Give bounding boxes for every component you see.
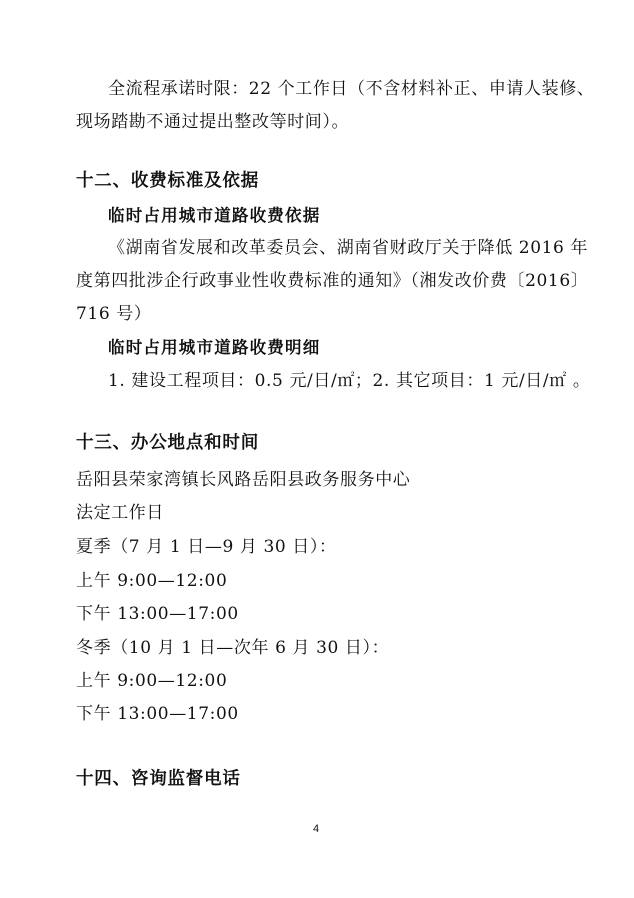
section-14-heading: 十四、咨询监督电话 [76,769,241,789]
section-13-heading: 十三、办公地点和时间 [76,433,259,453]
fee-basis-subheading: 临时占用城市道路收费依据 [108,206,321,225]
winter-period: 冬季（10 月 1 日—次年 6 月 30 日）： [76,638,390,658]
office-address: 岳阳县荣家湾镇长风路岳阳县政务服务中心 [76,470,411,490]
legal-workdays-label: 法定工作日 [76,503,164,523]
summer-morning-hours: 上午 9:00—12:00 [76,571,228,591]
fee-detail-subheading: 临时占用城市道路收费明细 [108,338,321,357]
fee-detail-line: 1. 建设工程项目：0.5 元/日/㎡；2. 其它项目：1 元/日/㎡ 。 [108,371,591,391]
summer-afternoon-hours: 下午 13:00—17:00 [76,604,239,624]
page-number: 4 [313,823,320,835]
time-limit-line-1: 全流程承诺时限：22 个工作日（不含材料补正、申请人装修、 [108,79,595,99]
winter-morning-hours: 上午 9:00—12:00 [76,671,228,691]
section-12-heading: 十二、收费标准及依据 [76,171,259,191]
winter-afternoon-hours: 下午 13:00—17:00 [76,704,239,724]
summer-period: 夏季（7 月 1 日—9 月 30 日）： [76,537,337,557]
fee-basis-line-3: 716 号） [76,304,152,324]
fee-basis-line-1: 《湖南省发展和改革委员会、湖南省财政厅关于降低 2016 年 [108,238,589,258]
fee-basis-line-2: 度第四批涉企行政事业性收费标准的通知》（湘发改价费〔2016〕 [76,271,589,291]
time-limit-line-2: 现场踏勘不通过提出整改等时间）。 [76,112,350,132]
